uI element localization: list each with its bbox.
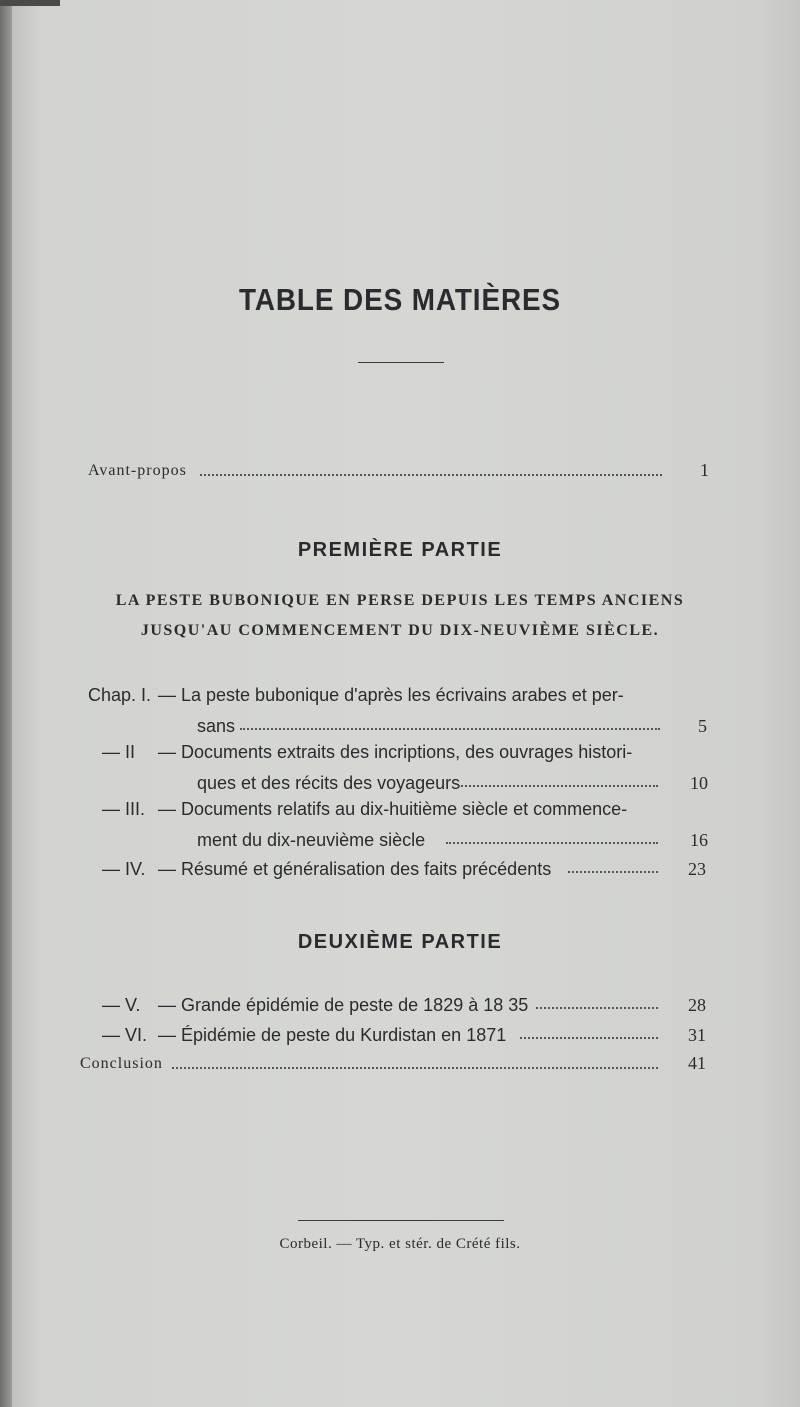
chapter-number: Chap. I.	[88, 685, 152, 705]
chapter-page: 23	[688, 859, 706, 879]
chapter-title-cont: ment du dix-neuvième siècle	[197, 830, 426, 850]
chapter-page: 5	[698, 716, 707, 736]
chapter-page: 10	[690, 773, 708, 793]
chapter-number: — II	[102, 742, 136, 762]
footer-rule	[298, 1220, 504, 1221]
part-two-heading: DEUXIÈME PARTIE	[297, 931, 503, 953]
chapter-number: — IV.	[102, 859, 146, 879]
chapter-title: — Documents relatifs au dix-huitième siècle et commence-	[158, 799, 628, 819]
part-one-subtitle-line2: JUSQU'AU COMMENCEMENT DU DIX-NEUVIÈME SIÈCLE.	[140, 622, 660, 639]
leader-dots	[458, 785, 658, 787]
avant-propos-page: 1	[700, 460, 709, 480]
chapter-number: — VI.	[102, 1025, 148, 1045]
conclusion-label: Conclusion	[80, 1055, 163, 1072]
chapter-page: 31	[688, 1025, 706, 1045]
part-one-heading: PREMIÈRE PARTIE	[297, 539, 503, 561]
leader-dots	[536, 1007, 658, 1009]
chapter-page: 28	[688, 995, 706, 1015]
leader-dots	[520, 1037, 658, 1039]
chapter-title: — Résumé et généralisation des faits précédents	[158, 859, 552, 879]
leader-dots	[240, 728, 660, 730]
chapter-title: — Grande épidémie de peste de 1829 à 18 35	[158, 995, 529, 1015]
leader-dots	[172, 1067, 658, 1069]
printer-imprint: Corbeil. — Typ. et stér. de Crété fils.	[279, 1236, 521, 1252]
page-edge	[0, 0, 60, 6]
leader-dots	[446, 842, 658, 844]
leader-dots	[568, 871, 658, 873]
chapter-page: 16	[690, 830, 708, 850]
avant-propos-label: Avant-propos	[88, 462, 187, 479]
chapter-title: — La peste bubonique d'après les écrivains arabes et per-	[158, 685, 624, 705]
chapter-title-cont: sans	[197, 716, 236, 736]
chapter-title: — Épidémie de peste du Kurdistan en 1871	[158, 1025, 507, 1045]
leader-dots	[200, 474, 662, 476]
chapter-number: — V.	[102, 995, 141, 1015]
title-divider	[358, 362, 444, 363]
chapter-title: — Documents extraits des incriptions, des ouvrages histori-	[158, 742, 633, 762]
page-title: TABLE DES MATIÈRES	[238, 282, 562, 317]
part-one-subtitle-line1: LA PESTE BUBONIQUE EN PERSE DEPUIS LES TEMPS ANCIENS	[115, 592, 685, 609]
chapter-number: — III.	[102, 799, 146, 819]
book-spine	[0, 0, 12, 1407]
chapter-title-cont: ques et des récits des voyageurs	[197, 773, 461, 793]
conclusion-page: 41	[688, 1053, 706, 1073]
